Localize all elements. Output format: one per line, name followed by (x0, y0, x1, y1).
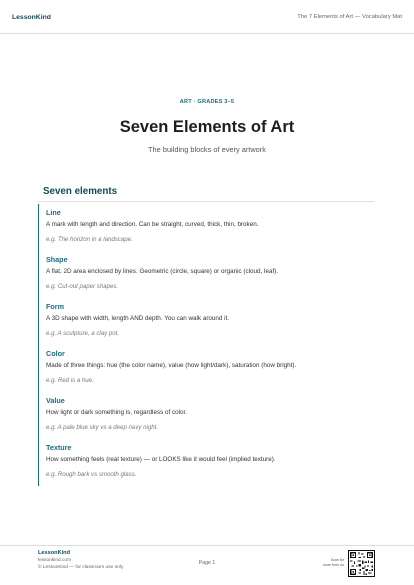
page-subtitle: The building blocks of every artwork (148, 145, 266, 154)
term-example: e.g. Cut-out paper shapes. (46, 283, 119, 290)
term-definition: Made of three things: hue (the color name), value (how light/dark), saturation (how bright). (46, 362, 297, 369)
term-name: Color (46, 349, 65, 358)
term-card-color (38, 345, 374, 392)
term-name: Line (46, 208, 61, 217)
term-example: e.g. A sculpture, a clay pot. (46, 330, 120, 337)
term-name: Form (46, 302, 64, 311)
section-divider (38, 201, 374, 202)
running-header (0, 0, 414, 34)
header-brand: LessonKind (12, 13, 51, 21)
term-card-line (38, 204, 374, 251)
vocabulary-list (38, 204, 374, 486)
footer-url[interactable]: lessonkind.com (38, 558, 72, 563)
term-example: e.g. Rough bark vs smooth glass. (46, 471, 137, 478)
subject-grade-label: ART · GRADES 3–5 (179, 99, 235, 105)
term-example: e.g. A pale blue sky vs a deep navy night. (46, 424, 159, 431)
qr-code-graphic (349, 551, 374, 576)
header-divider (0, 33, 414, 34)
footer-copyright: © LessonKind — for classroom use only (38, 565, 124, 570)
page-number: Page 1 (198, 560, 216, 566)
section-heading: Seven elements (43, 186, 118, 197)
term-definition: A flat, 2D area enclosed by lines. Geometric (circle, square) or organic (cloud, leaf). (46, 268, 279, 275)
term-card-texture (38, 439, 374, 486)
term-card-value (38, 392, 374, 439)
term-definition: How light or dark something is, regardless of color. (46, 409, 188, 416)
term-definition: A 3D shape with width, length AND depth. You can walk around it. (46, 315, 230, 322)
page-title: Seven Elements of Art (119, 118, 295, 136)
term-name: Shape (46, 255, 68, 264)
scan-caption (314, 558, 344, 567)
term-definition: A mark with length and direction. Can be straight, curved, thick, thin, broken. (46, 221, 259, 228)
footer-divider (0, 545, 414, 546)
qr-code-icon[interactable] (348, 550, 375, 577)
scan-caption-line: Scan for (330, 558, 344, 562)
term-name: Value (46, 396, 65, 405)
term-card-form (38, 298, 374, 345)
term-name: Texture (46, 443, 72, 452)
footer-brand: LessonKind (38, 550, 71, 556)
term-example: e.g. The horizon in a landscape. (46, 236, 133, 243)
header-doc-title: The 7 Elements of Art — Vocabulary Mat (297, 14, 402, 20)
term-definition: How something feels (real texture) — or LOOKS like it would feel (implied texture). (46, 456, 276, 463)
term-card-shape (38, 251, 374, 298)
scan-caption-line: more from us (322, 562, 344, 567)
term-example: e.g. Red is a hue. (46, 377, 94, 384)
